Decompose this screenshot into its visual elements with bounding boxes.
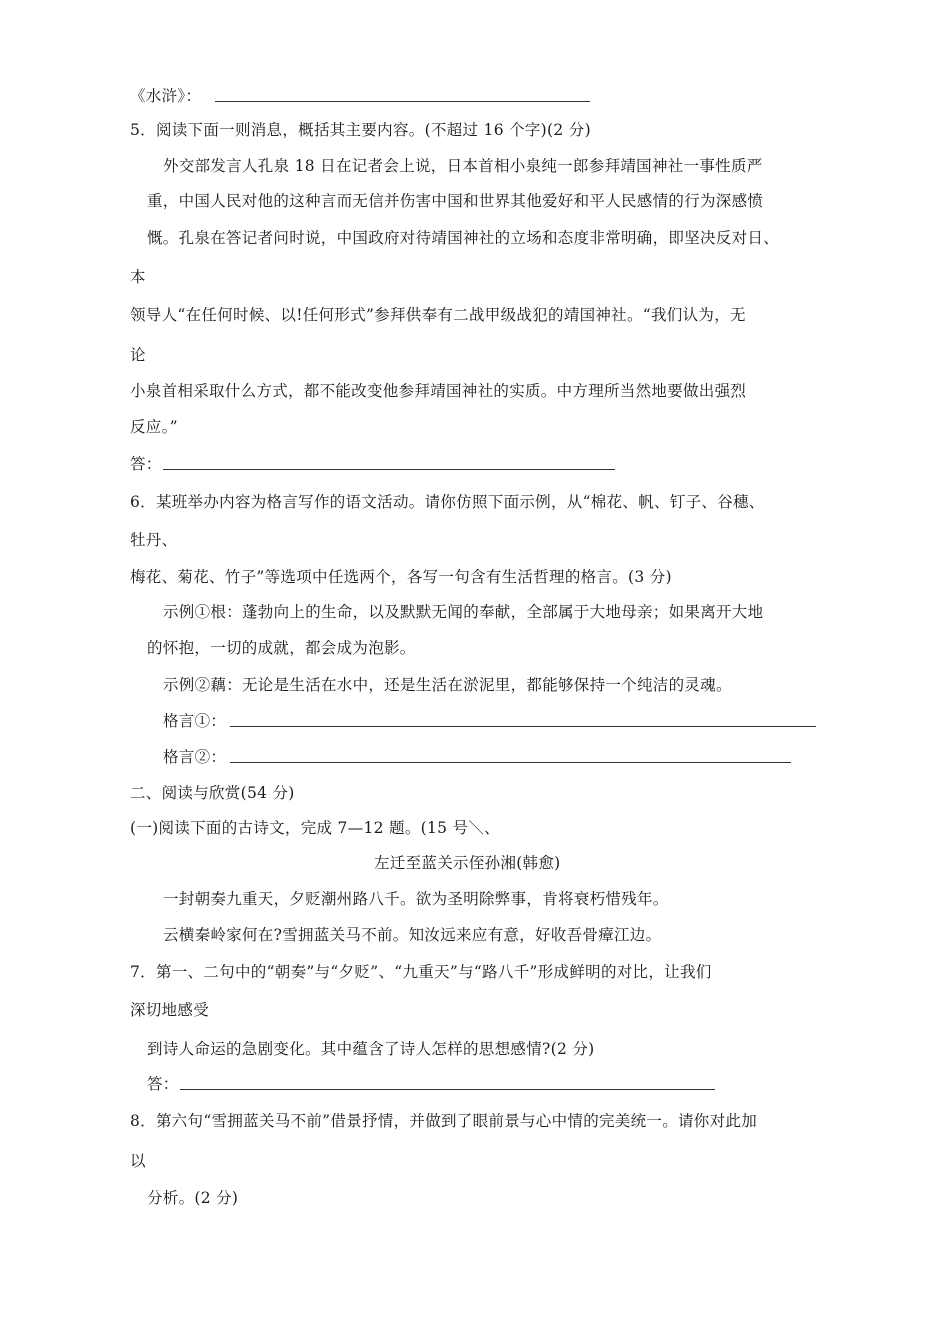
section-2-heading: 二、阅读与欣赏(54 分) [130, 784, 295, 802]
news-paragraph-line-4: 本 [130, 268, 146, 286]
news-paragraph-line-1: 外交部发言人孔泉 18 日在记者会上说，日本首相小泉纯一郎参拜靖国神社一事性质严 [163, 157, 763, 175]
poem-line-2: 云横秦岭家何在?雪拥蓝关马不前。知汝远来应有意，好收吾骨瘴江边。 [163, 926, 662, 944]
question-7-line-3: 到诗人命运的急剧变化。其中蕴含了诗人怎样的思想感情?(2 分) [147, 1040, 595, 1058]
question-8-line-3: 分析。(2 分) [147, 1189, 239, 1207]
motto-2-label: 格言②： [163, 748, 227, 766]
motto-1-label: 格言①： [163, 712, 227, 730]
question-6-line-3: 梅花、菊花、竹子”等选项中任选两个，各写一句含有生活哲理的格言。(3 分) [130, 568, 672, 586]
news-paragraph-line-2: 重，中国人民对他的这种言而无信并伤害中国和世界其他爱好和平人民感情的行为深感愤 [147, 192, 764, 210]
question-7-line-1: 7．第一、二句中的“朝奏”与“夕贬”、“九重天”与“路八千”形成鲜明的对比，让我们 [130, 963, 712, 981]
motto-1-answer-line [230, 726, 816, 727]
news-paragraph-line-8: 反应。” [130, 418, 178, 436]
answer-line-water-margin [215, 101, 590, 102]
question-6-line-2: 牡丹、 [130, 531, 178, 549]
example-1-line-1: 示例①根：蓬勃向上的生命，以及默默无闻的奉献，全部属于大地母亲；如果离开大地 [163, 603, 764, 621]
poem-line-1: 一封朝奏九重天，夕贬潮州路八千。欲为圣明除弊事，肯将衰朽惜残年。 [163, 890, 669, 908]
example-1-line-2: 的怀抱，一切的成就，都会成为泡影。 [147, 639, 416, 657]
question-6-line-1: 6．某班举办内容为格言写作的语文活动。请你仿照下面示例，从“棉花、帆、钉子、谷穗、 [130, 493, 765, 511]
question-5: 5．阅读下面一则消息，概括其主要内容。(不超过 16 个字)(2 分) [130, 121, 591, 139]
answer-label-q5: 答： [130, 455, 162, 473]
question-8-line-2: 以 [130, 1152, 146, 1170]
answer-label-q7: 答： [147, 1075, 179, 1093]
poem-title: 左迁至蓝关示侄孙湘(韩愈) [374, 854, 561, 872]
motto-2-answer-line [230, 762, 791, 763]
answer-line-q7 [180, 1089, 715, 1090]
answer-line-q5 [163, 469, 615, 470]
news-paragraph-line-6: 论 [130, 346, 146, 364]
water-margin-answer-label: 《水浒》： [130, 87, 202, 105]
subsection-1-heading: (一)阅读下面的古诗文，完成 7—12 题。(15 号＼、 [130, 819, 500, 837]
question-7-line-2: 深切地感受 [130, 1001, 210, 1019]
question-8-line-1: 8．第六句“雪拥蓝关马不前”借景抒情，并做到了眼前景与心中情的完美统一。请你对此加 [130, 1112, 758, 1130]
example-2: 示例②藕：无论是生活在水中，还是生活在淤泥里，都能够保持一个纯洁的灵魂。 [163, 676, 732, 694]
news-paragraph-line-7: 小泉首相采取什么方式，都不能改变他参拜靖国神社的实质。中方理所当然地要做出强烈 [130, 382, 747, 400]
news-paragraph-line-3: 慨。孔泉在答记者问时说，中国政府对待靖国神社的立场和态度非常明确，即坚决反对日、 [147, 229, 780, 247]
news-paragraph-line-5: 领导人“在任何时候、以!任何形式”参拜供奉有二战甲级战犯的靖国神社。“我们认为，无 [130, 306, 746, 324]
